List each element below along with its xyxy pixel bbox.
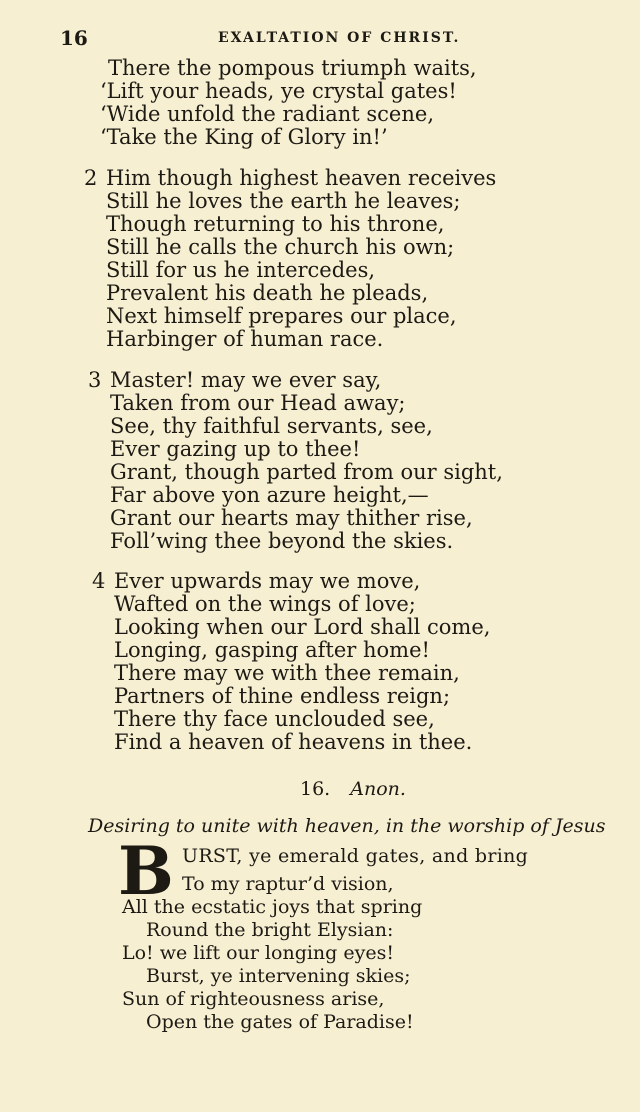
verse-line: Grant our hearts may thither rise, <box>110 506 473 530</box>
hymn-number: 16. <box>300 778 331 800</box>
verse-line: Looking when our Lord shall come, <box>114 615 491 639</box>
verse-line: Taken from our Head away; <box>110 391 406 415</box>
verse-line: To my raptur’d vision, <box>182 873 394 895</box>
verse-line: URST, ye emerald gates, and bring <box>182 845 529 867</box>
verse-line: Prevalent his death he pleads, <box>106 281 429 305</box>
verse-line: ‘Wide unfold the radiant scene, <box>100 102 434 126</box>
verse-line: Far above yon azure height,— <box>110 483 429 507</box>
verse-number: 3 <box>88 368 102 392</box>
verse-line: Longing, gasping after home! <box>114 638 430 662</box>
verse-line: There the pompous triumph waits, <box>108 56 477 80</box>
verse-line: Wafted on the wings of love; <box>114 592 416 616</box>
verse-line: Master! may we ever say, <box>110 368 382 392</box>
page-number: 16 <box>60 26 88 50</box>
verse-line: Though returning to his throne, <box>106 212 445 236</box>
verse-line: Open the gates of Paradise! <box>146 1011 414 1033</box>
verse-number: 4 <box>92 569 106 593</box>
page-header <box>60 26 480 52</box>
verse-line: Ever upwards may we move, <box>114 569 421 593</box>
hymn-subtitle: Desiring to unite with heaven, in the worship of Jesus <box>88 815 606 837</box>
hymn-author: Anon. <box>350 778 406 800</box>
verse-line: Sun of righteousness arise, <box>122 988 385 1010</box>
verse-number: 2 <box>84 166 98 190</box>
verse-line: Find a heaven of heavens in thee. <box>114 730 473 754</box>
verse-line: Him though highest heaven receives <box>106 166 497 190</box>
verse-line: All the ecstatic joys that spring <box>122 896 423 918</box>
verse-line: Ever gazing up to thee! <box>110 437 361 461</box>
verse-line: Still he loves the earth he leaves; <box>106 189 461 213</box>
running-title: EXALTATION OF CHRIST. <box>218 30 461 46</box>
verse-line: See, thy faithful servants, see, <box>110 414 433 438</box>
verse-line: ‘Lift your heads, ye crystal gates! <box>100 79 457 103</box>
verse-line: Round the bright Elysian: <box>146 919 394 941</box>
drop-cap: B <box>118 832 174 910</box>
verse-line: Lo! we lift our longing eyes! <box>122 942 394 964</box>
verse-line: There may we with thee remain, <box>114 661 460 685</box>
verse-line: Still for us he intercedes, <box>106 258 376 282</box>
verse-line: Burst, ye intervening skies; <box>146 965 411 987</box>
verse-line: Grant, though parted from our sight, <box>110 460 503 484</box>
verse-line: There thy face unclouded see, <box>114 707 435 731</box>
verse-line: ‘Take the King of Glory in!’ <box>100 125 388 149</box>
verse-line: Partners of thine endless reign; <box>114 684 451 708</box>
verse-line: Still he calls the church his own; <box>106 235 455 259</box>
verse-line: Next himself prepares our place, <box>106 304 457 328</box>
verse-line: Harbinger of human race. <box>106 327 384 351</box>
verse-line: Foll’wing thee beyond the skies. <box>110 529 454 553</box>
hymn-heading <box>300 778 406 800</box>
